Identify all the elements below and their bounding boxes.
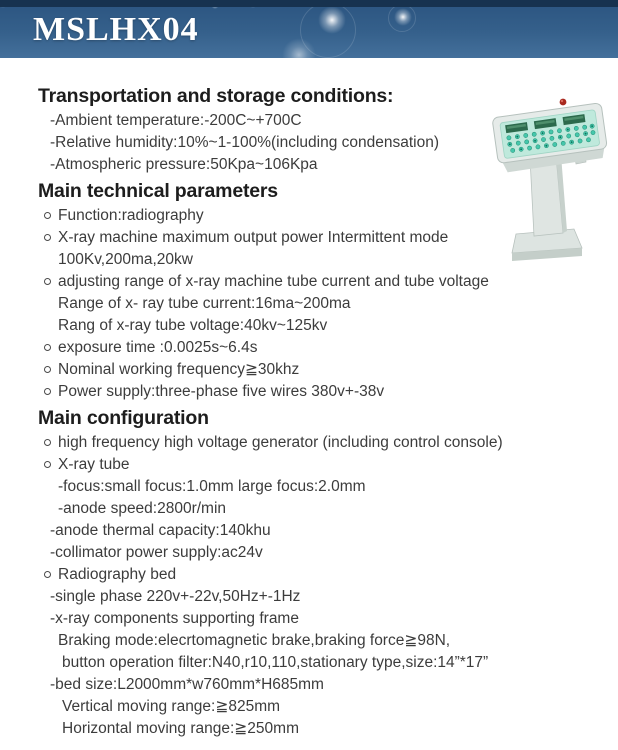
product-model-title: MSLHX04: [33, 11, 199, 48]
section-heading: Main configuration: [38, 407, 209, 429]
spec-line: -bed size:L2000mm*w760mm*H685mm: [50, 676, 324, 693]
spec-line: Range of x- ray tube current:16ma~200ma: [58, 295, 351, 312]
spec-line: 100Kv,200ma,20kw: [58, 251, 193, 268]
spec-line: X-ray machine maximum output power Intermittent mode: [38, 227, 603, 249]
spec-line: Braking mode:elecrtomagnetic brake,braking force≧98N,: [58, 632, 451, 649]
x-ray-console-illustration: [486, 96, 612, 264]
spec-line: X-ray tube: [38, 454, 603, 476]
spec-line: -single phase 220v+-22v,50Hz+-1Hz: [50, 588, 301, 605]
spec-line: exposure time :0.0025s~6.4s: [38, 337, 603, 359]
spec-line: Power supply:three-phase five wires 380v+-38v: [38, 381, 603, 403]
spec-line: -collimator power supply:ac24v: [50, 544, 263, 561]
spec-line: -Relative humidity:10%~1-100%(including condensation): [50, 134, 440, 151]
spec-line: -anode thermal capacity:140khu: [50, 522, 271, 539]
spec-line: -anode speed:2800r/min: [58, 500, 227, 517]
section-heading: Main technical parameters: [38, 180, 278, 202]
spec-line: adjusting range of x-ray machine tube current and tube voltage: [38, 271, 603, 293]
spec-line: -Atmospheric pressure:50Kpa~106Kpa: [50, 156, 318, 173]
spec-line: -Ambient temperature:-200C~+700C: [50, 112, 302, 129]
spec-line: high frequency high voltage generator (including control console): [38, 432, 603, 454]
spec-line: button operation filter:N40,r10,110,stationary type,size:14”*17”: [62, 654, 489, 671]
spec-line: Radiography bed: [38, 564, 603, 586]
header-banner: [0, 0, 618, 58]
bokeh-glow: [318, 6, 346, 34]
spec-line: Vertical moving range:≧825mm: [62, 698, 281, 715]
spec-line: Function:radiography: [38, 205, 603, 227]
bokeh-ring: [388, 4, 416, 32]
spec-line: Horizontal moving range:≧250mm: [62, 720, 299, 737]
device-photo: [486, 96, 612, 264]
banner-top-stripe: [0, 0, 618, 7]
spec-line: -x-ray components supporting frame: [50, 610, 299, 627]
spec-line: Rang of x-ray tube voltage:40kv~125kv: [58, 317, 328, 334]
bokeh-ring: [300, 2, 356, 58]
section-heading: Transportation and storage conditions:: [38, 85, 394, 107]
bokeh-glow: [394, 8, 412, 26]
bokeh-glow: [282, 38, 316, 58]
spec-line: -focus:small focus:1.0mm large focus:2.0mm: [58, 478, 366, 495]
spec-line: Nominal working frequency≧30khz: [38, 359, 603, 381]
